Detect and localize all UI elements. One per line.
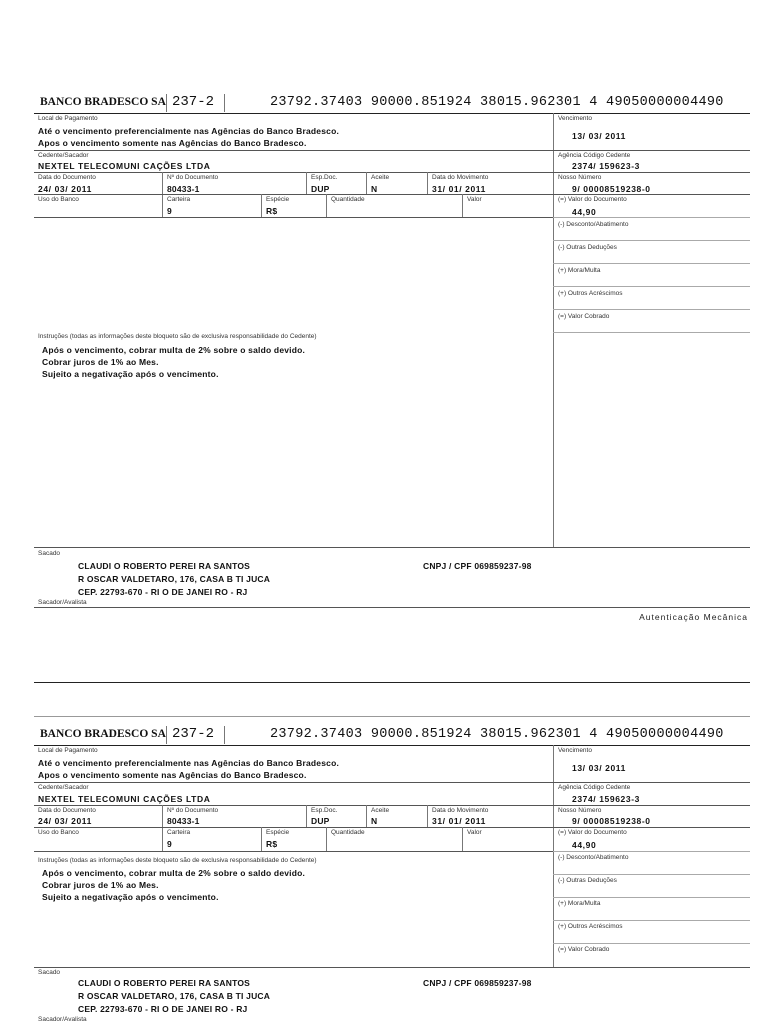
our-number-value: 9/ 00008519238-0 [572,816,651,826]
bank-code: 237-2 [172,726,215,742]
payer-label: Sacado [38,550,61,557]
instruction-line: Sujeito a negativação após o vencimento. [42,892,219,902]
document-value-value: 44,90 [572,840,597,850]
discount-label: (-) Desconto/Abatimento [558,221,629,228]
due-date-label: Vencimento [558,115,592,122]
currency-label: Espécie [266,196,290,203]
bank-use-label: Uso do Banco [38,196,79,203]
currency-label: Espécie [266,829,290,836]
wallet-value: 9 [167,839,172,849]
payer-city: CEP. 22793-670 - RI O DE JANEI RO - RJ [78,1004,248,1014]
document-date-label: Data do Documento [38,807,96,814]
agency-label: Agência Código Cedente [558,152,631,159]
currency-value: R$ [266,839,278,849]
other-deductions-label: (-) Outras Deduções [558,877,617,884]
agency-value: 2374/ 159623-3 [572,794,640,804]
amount-label: Valor [467,196,482,203]
document-date-label: Data do Documento [38,174,96,181]
our-number-label: Nosso Número [558,807,602,814]
agency-value: 2374/ 159623-3 [572,161,640,171]
acceptance-label: Aceite [371,807,390,814]
instruction-line: Cobrar juros de 1% ao Mes. [42,357,159,367]
document-date-value: 24/ 03/ 2011 [38,816,92,826]
guarantor-label: Sacador/Avalista [38,599,87,606]
beneficiary-label: Cedente/Sacador [38,152,89,159]
bank-use-label: Uso do Banco [38,829,79,836]
payment-place-line2: Apos o vencimento somente nas Agências do Banco Bradesco. [38,138,307,148]
other-additions-label: (+) Outros Acréscimos [558,290,623,297]
payer-address: R OSCAR VALDETARO, 176, CASA B TI JUCA [78,991,271,1001]
penalty-label: (+) Mora/Multa [558,900,601,907]
other-deductions-label: (-) Outras Deduções [558,244,617,251]
beneficiary-value: NEXTEL TELECOMUNI CAÇÕES LTDA [38,794,211,804]
doc-species-label: Esp.Doc. [311,807,338,814]
document-value-label: (=) Valor do Documento [558,829,627,836]
our-number-label: Nosso Número [558,174,602,181]
digitable-line: 23792.37403 90000.851924 38015.962301 4 49050000004490 [270,727,724,742]
payment-place-line1: Até o vencimento preferencialmente nas Agências do Banco Bradesco. [38,758,340,768]
instructions-label: Instruções (todas as informações deste bloqueto são de exclusiva responsabilidade do Cedente) [38,333,317,340]
agency-label: Agência Código Cedente [558,784,631,791]
acceptance-label: Aceite [371,174,390,181]
quantity-label: Quantidade [331,196,365,203]
doc-species-value: DUP [311,816,330,826]
wallet-value: 9 [167,206,172,216]
acceptance-value: N [371,816,378,826]
payer-tax-id: CNPJ / CPF 069859237-98 [423,978,532,988]
bank-name: BANCO BRADESCO SA [40,96,166,108]
guarantor-label: Sacador/Avalista [38,1016,87,1023]
processing-date-value: 31/ 01/ 2011 [432,184,486,194]
payer-address: R OSCAR VALDETARO, 176, CASA B TI JUCA [78,574,271,584]
processing-date-value: 31/ 01/ 2011 [432,816,486,826]
wallet-label: Carteira [167,196,191,203]
instruction-line: Após o vencimento, cobrar multa de 2% sobre o saldo devido. [42,868,306,878]
payment-place-line2: Apos o vencimento somente nas Agências do Banco Bradesco. [38,770,307,780]
charged-label: (=) Valor Cobrado [558,946,610,953]
document-date-value: 24/ 03/ 2011 [38,184,92,194]
payer-label: Sacado [38,969,61,976]
bank-code: 237-2 [172,94,215,110]
payer-tax-id: CNPJ / CPF 069859237-98 [423,561,532,571]
processing-date-label: Data do Movimento [432,174,489,181]
document-value-value: 44,90 [572,207,597,217]
instruction-line: Após o vencimento, cobrar multa de 2% sobre o saldo devido. [42,345,306,355]
digitable-line: 23792.37403 90000.851924 38015.962301 4 49050000004490 [270,95,724,110]
beneficiary-value: NEXTEL TELECOMUNI CAÇÕES LTDA [38,161,211,171]
charged-label: (=) Valor Cobrado [558,313,610,320]
payer-name: CLAUDI O ROBERTO PEREI RA SANTOS [78,978,251,988]
acceptance-value: N [371,184,378,194]
payer-name: CLAUDI O ROBERTO PEREI RA SANTOS [78,561,251,571]
doc-species-label: Esp.Doc. [311,174,338,181]
our-number-value: 9/ 00008519238-0 [572,184,651,194]
beneficiary-label: Cedente/Sacador [38,784,89,791]
wallet-label: Carteira [167,829,191,836]
payment-place-line1: Até o vencimento preferencialmente nas Agências do Banco Bradesco. [38,126,340,136]
processing-date-label: Data do Movimento [432,807,489,814]
document-value-label: (=) Valor do Documento [558,196,627,203]
other-additions-label: (+) Outros Acréscimos [558,923,623,930]
document-number-label: Nº do Documento [167,807,219,814]
payment-place-label: Local de Pagamento [38,115,98,122]
discount-label: (-) Desconto/Abatimento [558,854,629,861]
cut-line [34,682,750,683]
payer-city: CEP. 22793-670 - RI O DE JANEI RO - RJ [78,587,248,597]
document-number-value: 80433-1 [167,816,200,826]
bank-name: BANCO BRADESCO SA [40,728,166,740]
currency-value: R$ [266,206,278,216]
due-date-value: 13/ 03/ 2011 [572,763,626,773]
amount-label: Valor [467,829,482,836]
instruction-line: Cobrar juros de 1% ao Mes. [42,880,159,890]
document-number-label: Nº do Documento [167,174,219,181]
mechanical-authentication-label: Autenticação Mecânica [639,612,748,622]
quantity-label: Quantidade [331,829,365,836]
payment-place-label: Local de Pagamento [38,747,98,754]
due-date-label: Vencimento [558,747,592,754]
doc-species-value: DUP [311,184,330,194]
document-number-value: 80433-1 [167,184,200,194]
penalty-label: (+) Mora/Multa [558,267,601,274]
instructions-label: Instruções (todas as informações deste bloqueto são de exclusiva responsabilidade do Cedente) [38,857,317,864]
instruction-line: Sujeito a negativação após o vencimento. [42,369,219,379]
due-date-value: 13/ 03/ 2011 [572,131,626,141]
